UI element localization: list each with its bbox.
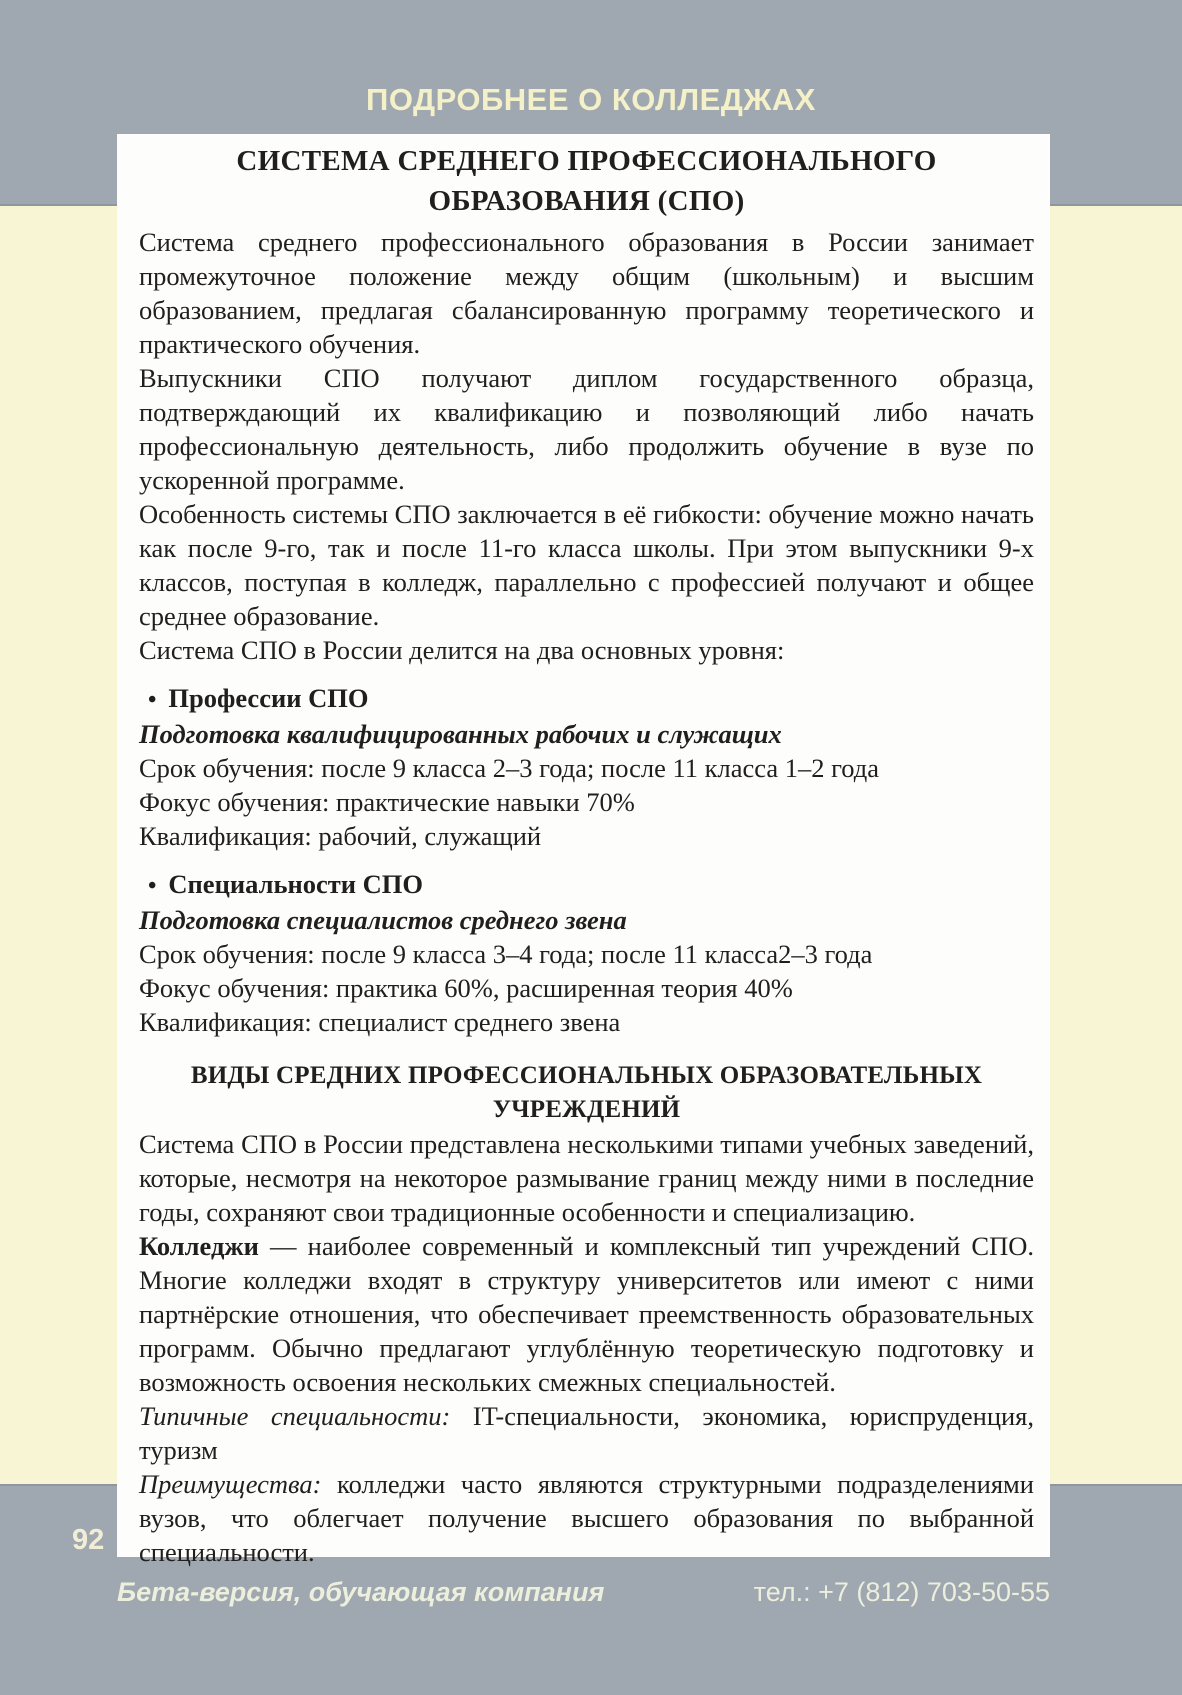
page-section-header: ПОДРОБНЕЕ О КОЛЛЕДЖАХ [366, 82, 816, 117]
level-line: Срок обучения: после 9 класса 3–4 года; после 11 класса2–3 года [139, 939, 873, 969]
level-subheading-specialties: Подготовка специалистов среднего звена [139, 905, 627, 935]
colleges-lead: Колледжи [139, 1231, 259, 1261]
typical-specialties-paragraph [139, 1399, 1034, 1467]
bullet-icon: • [148, 687, 157, 713]
typical-lead: Типичные специальности: [139, 1401, 451, 1431]
footer-phone: тел.: +7 (812) 703-50-55 [753, 1577, 1050, 1607]
level-heading-label: Профессии СПО [168, 683, 369, 713]
advantages-lead: Преимущества: [139, 1469, 322, 1499]
level-heading-professions [139, 681, 1034, 717]
level-line: Квалификация: специалист среднего звена [139, 1007, 621, 1037]
intro-paragraph-3: Особенность системы СПО заключается в её гибкости: обучение можно начать как после 9-го, так и после 11-го класса школы. При этом выпускники 9-х классов, поступая в колледж, параллельно с профессией получают и общее среднее образование. [139, 499, 1034, 631]
level-line: Фокус обучения: практика 60%, расширенная теория 40% [139, 973, 793, 1003]
card-title: СИСТЕМА СРЕДНЕГО ПРОФЕССИОНАЛЬНОГО ОБРАЗОВАНИЯ (СПО) [236, 145, 937, 217]
bullet-icon: • [148, 873, 157, 899]
intro-paragraph-1: Система среднего профессионального образования в России занимает промежуточное положение между общим (школьным) и высшим образованием, предлагая сбалансированную программу теоретического и практического обучения. [139, 227, 1034, 359]
page-number: 92 [72, 1524, 105, 1556]
level-heading-specialties [139, 867, 1034, 903]
advantages-paragraph [139, 1467, 1034, 1569]
types-section-heading: ВИДЫ СРЕДНИХ ПРОФЕССИОНАЛЬНЫХ ОБРАЗОВАТЕЛЬНЫХ УЧРЕЖДЕНИЙ [190, 1062, 983, 1123]
colleges-rest: — наиболее современный и комплексный тип учреждений СПО. Многие колледжи входят в структуру университетов или имеют с ними партнёрские отношения, что обеспечивает преемственность образовательных программ. Обычно предлагают углублённую теоретическую подготовку и возможность освоения нескольких смежных специальностей. [139, 1231, 1034, 1397]
content-card [117, 134, 1050, 1567]
typical-rest: IT-специальности, экономика, юриспруденция, туризм [139, 1401, 1034, 1465]
intro-paragraph-2: Выпускники СПО получают диплом государственного образца, подтверждающий их квалификацию и позволяющий либо начать профессиональную деятельность, либо продолжить обучение в вузе по ускоренной программе. [139, 363, 1034, 495]
advantages-rest: колледжи часто являются структурными подразделениями вузов, что облегчает получение высшего образования по выбранной специальности. [139, 1469, 1034, 1567]
level-heading-label: Специальности СПО [168, 869, 424, 899]
level-subheading-professions: Подготовка квалифицированных рабочих и служащих [139, 719, 782, 749]
footer-company-label: Бета-версия, обучающая компания [117, 1577, 605, 1607]
level-block-professions [139, 681, 1034, 853]
types-intro-paragraph: Система СПО в России представлена несколькими типами учебных заведений, которые, несмотря на некоторое размывание границ между ними в последние годы, сохраняют свои традиционные особенности и специализацию. [139, 1129, 1034, 1227]
colleges-paragraph [139, 1229, 1034, 1399]
level-line: Фокус обучения: практические навыки 70% [139, 787, 635, 817]
footer [117, 1577, 1050, 1608]
level-block-specialties [139, 867, 1034, 1039]
intro-paragraph-4: Система СПО в России делится на два основных уровня: [139, 635, 785, 665]
level-line: Срок обучения: после 9 класса 2–3 года; после 11 класса 1–2 года [139, 753, 880, 783]
level-line: Квалификация: рабочий, служащий [139, 821, 542, 851]
